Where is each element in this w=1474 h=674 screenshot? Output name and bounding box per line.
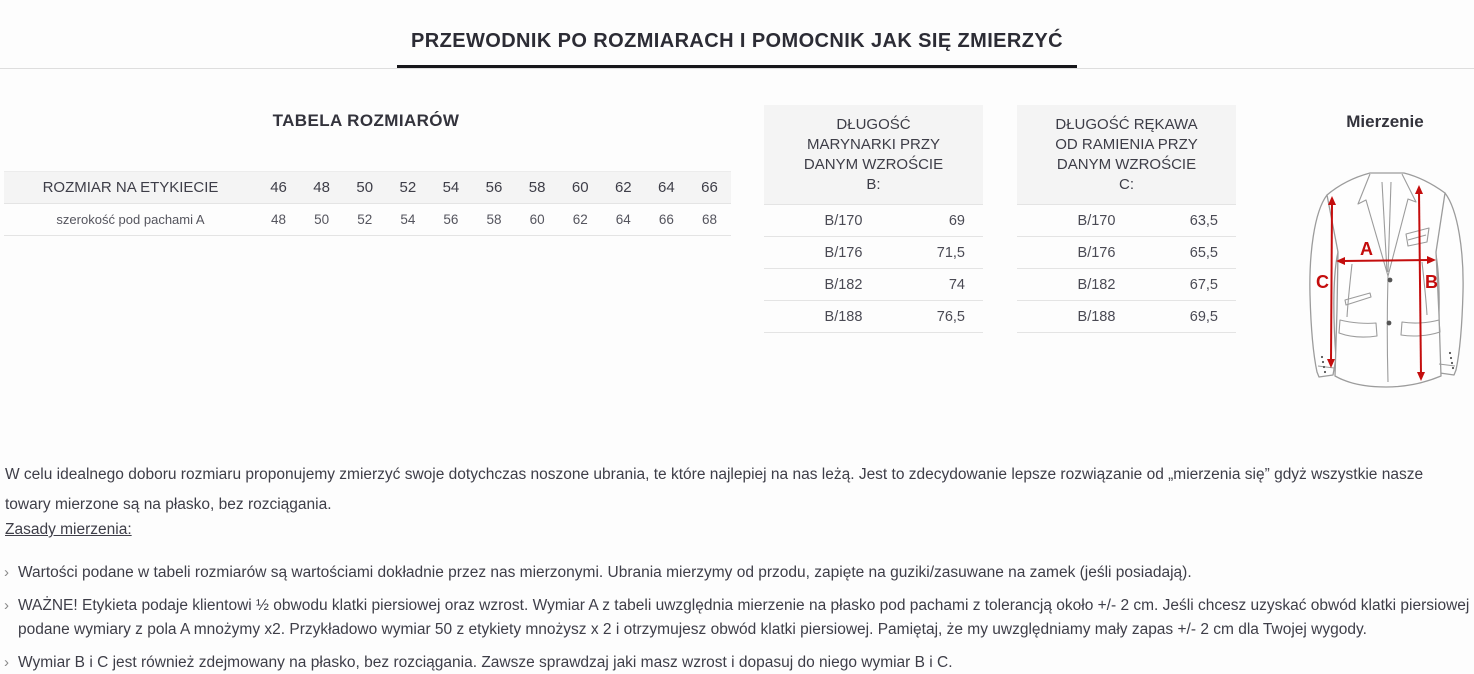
table-row xyxy=(1017,237,1236,269)
rules-heading: Zasady mierzenia: xyxy=(5,521,132,538)
table-row xyxy=(764,269,983,301)
size-col-header: 48 xyxy=(313,179,330,196)
size-table-data-row xyxy=(4,204,731,236)
length-value: 63,5 xyxy=(1189,212,1218,229)
size-col-header: 64 xyxy=(658,179,675,196)
rule-text: WAŻNE! Etykieta podaje klientowi ½ obwodu klatki piersiowej oraz wzrost. Wymiar A z tabeli uwzględnia mierzenie na płasko pod pachami z tolerancją około +/- 2 cm. Jeśli chcesz uzyskać obwód klatki piersiowej podane wymiary z pola A mnożymy x2. Przykładowo wymiar 50 z etykiety mnożysz x 2 i otrzymujesz obwód klatki piersiowej. Pamiętaj, że my uwzględniamy mały zapas +/- 2 cm dla Twojej wygody. xyxy=(18,597,1470,638)
table-row xyxy=(764,205,983,237)
jacket-measurement-diagram xyxy=(1300,160,1474,450)
rule-text: Wymiar B i C jest również zdejmowany na płasko, bez rozciągania. Zawsze sprawdzaj jaki masz wzrost i dopasuj do niego wymiar B i C. xyxy=(18,654,953,671)
size-cell: 68 xyxy=(701,212,717,227)
rule-text: Wartości podane w tabeli rozmiarów są wartościami dokładnie przez nas mierzonymi. Ubrania mierzymy od przodu, zapięte na guziki/zasuwane na zamek (jeśli posiadają). xyxy=(18,564,1192,581)
page-title: PRZEWODNIK PO ROZMIARACH I POMOCNIK JAK SIĘ ZMIERZYĆ xyxy=(397,0,1077,68)
size-col-header: 50 xyxy=(356,179,374,196)
size-cell: 64 xyxy=(615,212,631,227)
size-table-title: TABELA ROZMIARÓW xyxy=(272,111,460,130)
measuring-rules-list xyxy=(4,561,1470,674)
length-value: 71,5 xyxy=(936,244,965,261)
table-row xyxy=(764,237,983,269)
list-item xyxy=(4,651,1470,674)
size-table-header-row xyxy=(4,171,731,204)
size-col-header: 54 xyxy=(442,179,460,196)
jacket-length-table xyxy=(764,105,983,333)
chevron-right-icon: › xyxy=(4,654,9,671)
sleeve-length-table xyxy=(1017,105,1236,333)
length-value: 67,5 xyxy=(1189,276,1218,293)
measuring-title: Mierzenie xyxy=(1346,112,1424,131)
size-cell: 50 xyxy=(314,212,330,227)
table-row xyxy=(1017,205,1236,237)
sleeve-length-table-header: DŁUGOŚĆ RĘKAWA OD RAMIENIA PRZY DANYM WZROŚCIE C: xyxy=(1017,105,1236,205)
size-table-header-label: ROZMIAR NA ETYKIECIE xyxy=(42,179,219,196)
height-label: B/188 xyxy=(1077,308,1116,325)
height-label: B/170 xyxy=(824,212,863,229)
size-col-header: 58 xyxy=(528,179,546,196)
size-cell: 48 xyxy=(271,212,287,227)
size-cell: 58 xyxy=(486,212,502,227)
height-label: B/182 xyxy=(824,276,863,293)
size-col-header: 62 xyxy=(614,179,632,196)
jacket-length-table-header: DŁUGOŚĆ MARYNARKI PRZY DANYM WZROŚCIE B: xyxy=(764,105,983,205)
measure-a-label: A xyxy=(1360,239,1373,259)
table-row xyxy=(764,301,983,333)
chevron-right-icon: › xyxy=(4,597,9,614)
list-item xyxy=(4,561,1470,585)
table-row xyxy=(1017,301,1236,333)
size-col-header: 46 xyxy=(270,179,287,196)
height-label: B/170 xyxy=(1077,212,1116,229)
length-value: 69 xyxy=(948,212,965,229)
size-table-row-label: szerokość pod pachami A xyxy=(56,212,205,227)
length-value: 74 xyxy=(948,276,965,293)
height-label: B/176 xyxy=(1077,244,1116,261)
height-label: B/188 xyxy=(824,308,863,325)
measure-b-label: B xyxy=(1425,272,1438,292)
size-cell: 52 xyxy=(357,212,373,227)
height-label: B/182 xyxy=(1077,276,1116,293)
size-col-header: 56 xyxy=(485,179,503,196)
size-col-header: 66 xyxy=(701,179,718,196)
header-divider xyxy=(0,68,1474,69)
height-label: B/176 xyxy=(824,244,863,261)
size-cell: 62 xyxy=(572,212,588,227)
measure-c-label: C xyxy=(1316,272,1329,292)
length-value: 65,5 xyxy=(1189,244,1218,261)
list-item xyxy=(4,594,1470,642)
size-table xyxy=(4,171,731,236)
size-cell: 66 xyxy=(658,212,674,227)
size-cell: 60 xyxy=(529,212,545,227)
table-row xyxy=(1017,269,1236,301)
size-col-header: 52 xyxy=(399,179,417,196)
chevron-right-icon: › xyxy=(4,564,9,581)
jacket-illustration-icon xyxy=(1300,160,1474,450)
size-cell: 56 xyxy=(443,212,459,227)
size-col-header: 60 xyxy=(571,179,589,196)
intro-paragraph: W celu idealnego doboru rozmiaru proponujemy zmierzyć swoje dotychczas noszone ubrania, te które najlepiej na nas leżą. Jest to zdecydowanie lepsze rozwiązanie od „mierzenia się” gdyż wszystkie nasze towary mierzone są na płasko, bez rozciągania. xyxy=(5,465,1424,513)
length-value: 76,5 xyxy=(936,308,965,325)
size-cell: 54 xyxy=(400,212,416,227)
length-value: 69,5 xyxy=(1189,308,1218,325)
header xyxy=(0,0,1474,68)
